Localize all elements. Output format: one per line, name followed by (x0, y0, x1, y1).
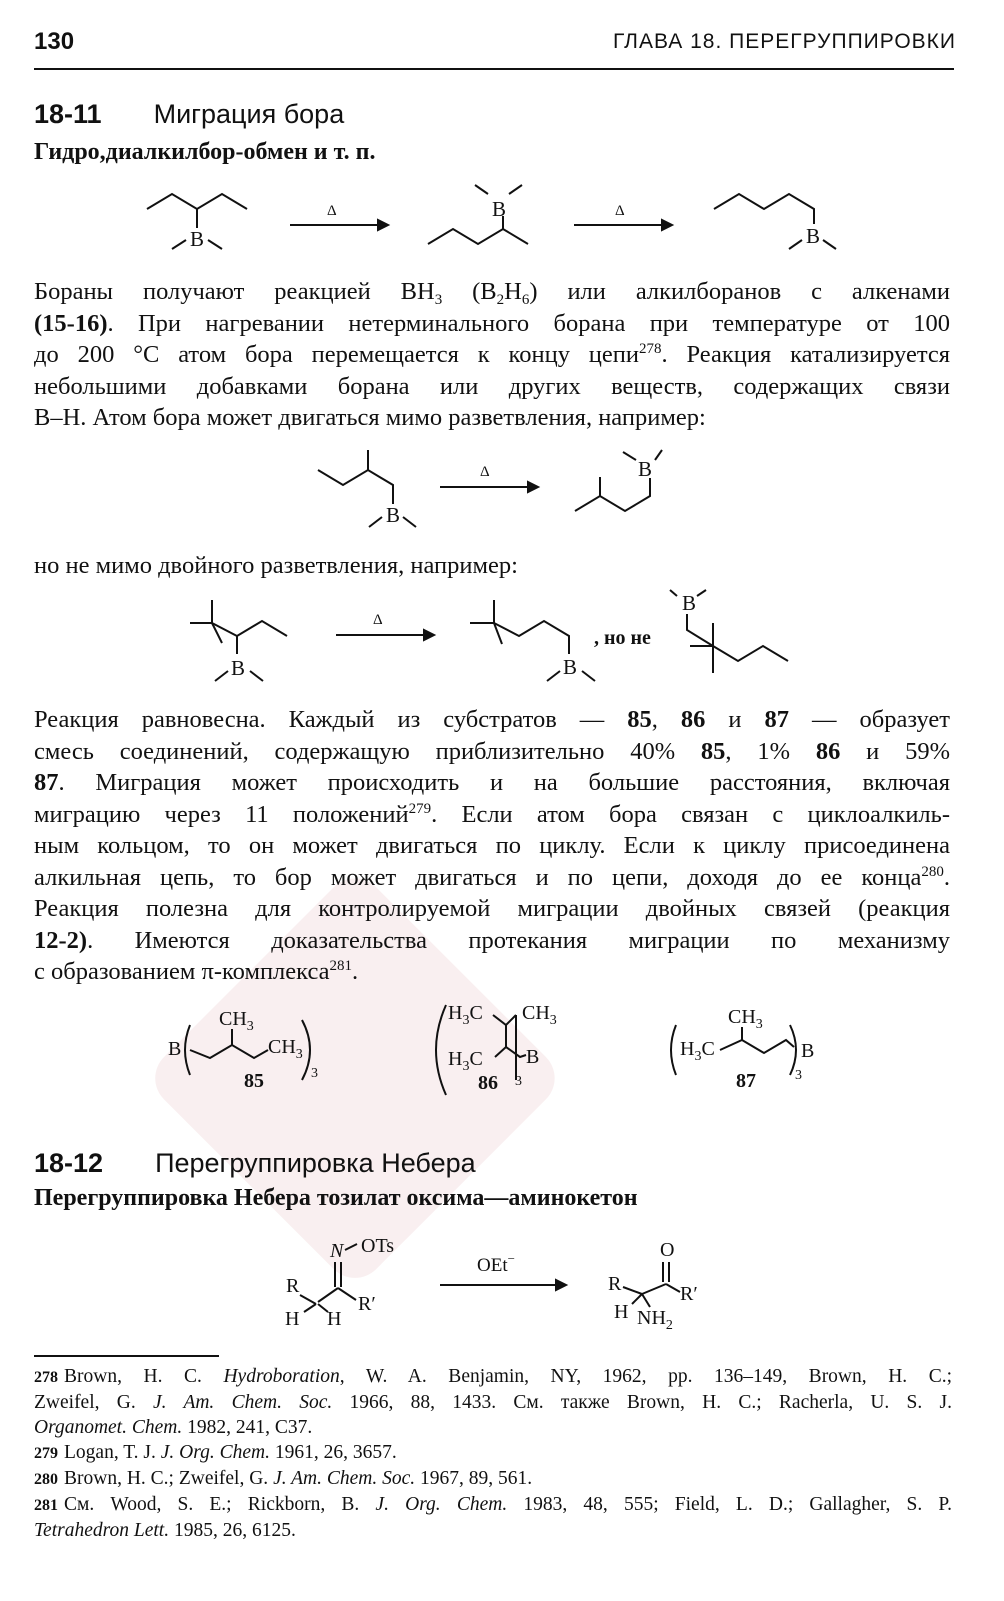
footnote-ref[interactable]: 278 (639, 341, 662, 357)
text-line: с образованием π-комплекса$^{281}$. (34, 958, 359, 985)
boron-label: B (682, 591, 697, 615)
ch3-label: $CH_3$ (728, 1006, 763, 1032)
scheme1-intermediate (428, 185, 528, 244)
boron-label: B (168, 1038, 182, 1060)
scheme1-arrow-2 (574, 203, 672, 230)
text-line: ным кольцом, то он может двигаться по циклу. Если к циклу присоединена (34, 832, 950, 859)
svg-text:3: 3 (515, 1074, 522, 1089)
arrow-condition: Δ (327, 203, 337, 219)
footnote-278-cont: Zweifel, G. J. Am. Chem. Soc. 1966, 88, 1433. См. также Brown, H. C.; Racherla, U. S. J. (34, 1392, 953, 1413)
text-line: B–H. Атом бора может двигаться мимо разветвления, например: (34, 404, 706, 431)
h3c-label: $H_3C$ (448, 1002, 483, 1028)
h3c-label: $H_3C$ (448, 1048, 483, 1074)
arrow-condition: Δ (373, 612, 383, 628)
footnote-279: 279 Logan, T. J. J. Org. Chem. 1961, 26, 3657. (34, 1442, 397, 1463)
boron-label: B (526, 1046, 540, 1068)
r-prime-label: R′ (680, 1283, 698, 1305)
neber-rearrangement-scheme (0, 1232, 1004, 1342)
svg-text:3: 3 (795, 1068, 802, 1083)
footnote-281: 281 См. Wood, S. E.; Rickborn, B. J. Org. Chem. 1983, 48, 555; Field, L. D.; Gallagher, S. P. (34, 1494, 952, 1515)
scheme2-arrow (440, 464, 538, 492)
boron-label: B (190, 227, 205, 251)
scheme-2-branch-migration (0, 440, 1004, 540)
text-line: 87. Миграция может происходить и на большие расстояния, включая (34, 769, 950, 796)
paragraph-1 (34, 276, 950, 434)
compound-85 (168, 1008, 318, 1092)
arrow-condition: Δ (480, 464, 490, 480)
compound-label-86: 86 (478, 1072, 498, 1094)
scheme3-product (470, 600, 595, 681)
r-label: R (286, 1275, 300, 1297)
section-title: Миграция бора (153, 99, 345, 129)
boron-label: B (563, 655, 578, 679)
text-line: смесь соединений, содержащую приблизительно 40% 85, 1% 86 и 59% (34, 737, 950, 765)
text-line: миграцию через 11 положений$^{279}$. Если атом бора связан с циклоалкиль- (34, 800, 950, 828)
reaction-ref[interactable]: 12-2) (34, 926, 88, 954)
footnote-278-cont: Organomet. Chem. 1982, 241, C37. (34, 1417, 313, 1438)
compound-87 (671, 1006, 814, 1092)
reaction-ref[interactable]: (15-16) (34, 309, 108, 337)
section-heading-18-11 (34, 99, 344, 130)
text-line: алкильная цепь, то бор может двигаться и по цепи, доходя до ее конца$^{280}$. (34, 863, 950, 891)
page-number: 130 (34, 28, 75, 55)
scheme1-product (714, 194, 836, 249)
paragraph-3 (34, 704, 950, 988)
boron-label: B (638, 457, 653, 481)
neber-arrow (440, 1251, 566, 1290)
compound-label-85: 85 (244, 1070, 264, 1092)
svg-text:3: 3 (311, 1066, 318, 1081)
text-line: Реакция полезна для контролируемой миграции двойных связей (реакция (34, 895, 950, 922)
r-label: R (608, 1273, 622, 1295)
h-label: H (614, 1301, 629, 1323)
arrow-condition: Δ (615, 203, 625, 219)
header-rule (34, 68, 954, 70)
footnote-280: 280 Brown, H. C.; Zweifel, G. J. Am. Chem. Soc. 1967, 89, 561. (34, 1468, 533, 1489)
boron-label: B (386, 503, 401, 527)
scheme1-reactant (147, 194, 247, 251)
scheme3-reactant (190, 600, 287, 681)
compound-label-87: 87 (736, 1070, 756, 1092)
text-line: небольшими добавками борана или других веществ, содержащих связи (34, 372, 950, 400)
neber-reactant (285, 1235, 394, 1330)
text-line: до 200 °C атом бора перемещается к концу цепи$^{278}$. Реакция катализируется (34, 341, 950, 368)
footnote-ref[interactable]: 281 (329, 958, 352, 974)
but-not-label: , но не (594, 627, 651, 649)
nh2-label: $NH_2$ (637, 1307, 673, 1333)
text-line: Реакция равновесна. Каждый из субстратов — 85, 86 и 87 — образует (34, 706, 951, 733)
footnote-ref[interactable]: 279 (408, 800, 432, 817)
boron-label: B (492, 197, 507, 221)
boron-label: B (806, 224, 821, 248)
footnote-278: 278 Brown, H. C. Hydroboration, W. A. Benjamin, NY, 1962, pp. 136–149, Brown, H. C.; (34, 1366, 953, 1387)
neber-product (608, 1239, 698, 1333)
ots-label: OTs (361, 1235, 395, 1257)
scheme-1-borane-migration (0, 180, 1004, 270)
reagent-label: OEt− (477, 1251, 515, 1276)
text-line: (15-16). При нагревании нетерминального борана при температуре от 100 (34, 309, 950, 337)
footnote-281-cont: Tetrahedron Lett. 1985, 26, 6125. (34, 1520, 296, 1541)
section-heading-18-12 (34, 1148, 476, 1179)
ch3-label: $CH_3$ (522, 1002, 557, 1028)
ch3-label: $CH_3$ (219, 1008, 254, 1034)
footnote-rule (34, 1355, 219, 1357)
scheme1-arrow-1 (290, 203, 388, 230)
compound-86 (436, 1002, 557, 1095)
oxygen-label: O (660, 1239, 675, 1261)
boron-label: B (231, 656, 246, 680)
scheme2-reactant (318, 450, 416, 527)
ch3-label: $CH_3$ (268, 1036, 303, 1062)
scheme-3-double-branch (0, 588, 1004, 698)
scheme3-excluded-structure (670, 590, 788, 673)
text-line: но не мимо двойного разветвления, например: (34, 552, 518, 579)
footnote-ref[interactable]: 280 (921, 863, 944, 880)
boron-label: B (801, 1040, 815, 1062)
paragraph-2 (34, 550, 950, 582)
section-number: 18-11 (34, 99, 102, 129)
footnotes (34, 1364, 952, 1543)
h-label: H (285, 1308, 300, 1330)
text-line: 12-2). Имеются доказательства протекания миграции по механизму (34, 926, 950, 954)
running-header: ГЛАВА 18. ПЕРЕГРУППИРОВКИ (612, 30, 956, 53)
section-subtitle: Гидро,диалкилбор-обмен и т. п. (34, 139, 376, 165)
section-subtitle: Перегруппировка Небера тозилат оксима—аминокетон (34, 1185, 638, 1211)
text-line: Бораны получают реакцией $BH_3$ $(B_2H_6)$ или алкилборанов с алкенами (34, 278, 951, 308)
r-prime-label: R′ (358, 1293, 376, 1315)
h-label: H (327, 1308, 342, 1330)
compounds-85-86-87 (0, 995, 1004, 1105)
nitrogen-label: N (330, 1240, 344, 1262)
section-title: Перегруппировка Небера (155, 1148, 476, 1178)
h3c-label: $H_3C$ (680, 1038, 715, 1064)
scheme2-product (575, 450, 662, 511)
scheme3-arrow (336, 612, 434, 640)
section-number: 18-12 (34, 1148, 104, 1178)
